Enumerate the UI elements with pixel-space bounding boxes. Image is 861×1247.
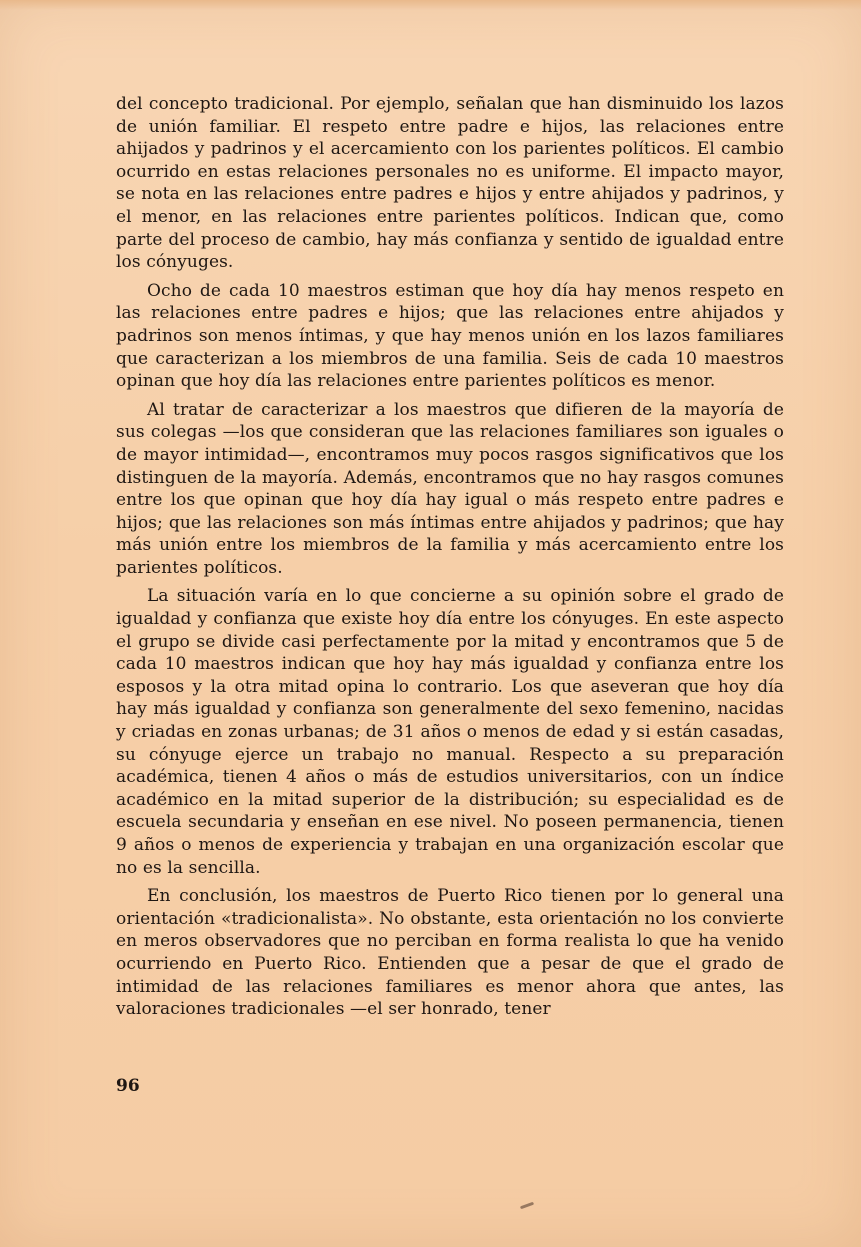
paragraph-3: Al tratar de caracterizar a los maestros que difieren de la mayoría de sus colegas —los que consideran que las relaciones familiares son iguales o de mayor intimidad—, encontramos muy pocos rasgos significativos que los distinguen de la mayoría. Además, encontramos que no hay rasgos comunes entre los que opinan que hoy día hay igual o más respeto entre padres e hijos; que las relaciones son más íntimas entre ahijados y padrinos; que hay más unión entre los miembros de la familia y más acercamiento entre los parientes políticos. (116, 399, 784, 578)
paragraph-1: del concepto tradicional. Por ejemplo, señalan que han disminuido los lazos de unión familiar. El respeto entre padre e hijos, las relaciones entre ahijados y padrinos y el acercamiento con los parientes políticos. El cambio ocurrido en estas relaciones personales no es uniforme. El impacto mayor, se nota en las relaciones entre padres e hijos y entre ahijados y padrinos, y el menor, en las relaciones entre parientes políticos. Indican que, como parte del proceso de cambio, hay más confianza y sentido de igualdad entre los cónyuges. (116, 94, 784, 273)
paragraph-5: En conclusión, los maestros de Puerto Rico tienen por lo general una orientación «tradicionalista». No obstante, esta orientación no los convierte en meros observadores que no perciban en forma realista lo que ha venido ocurriendo en Puerto Rico. Entienden que a pesar de que el grado de intimidad de las relaciones familiares es menor ahora que antes, las valoraciones tradicionales —el ser honrado, tener (116, 886, 784, 1020)
page-edge-shadow (0, 0, 861, 10)
page-number: 96 (116, 1076, 140, 1096)
body-text (116, 93, 784, 1021)
ink-smudge (520, 1202, 534, 1210)
paragraph-4: La situación varía en lo que concierne a su opinión sobre el grado de igualdad y confianza que existe hoy día entre los cónyuges. En este aspecto el grupo se divide casi perfectamente por la mitad y encontramos que 5 de cada 10 maestros indican que hoy hay más igualdad y confianza entre los esposos y la otra mitad opina lo contrario. Los que aseveran que hoy día hay más igualdad y confianza son generalmente del sexo femenino, nacidas y criadas en zonas urbanas; de 31 años o menos de edad y si están casadas, su cónyuge ejerce un trabajo no manual. Respecto a su preparación académica, tienen 4 años o más de estudios universitarios, con un índice académico en la mitad superior de la distribución; su especialidad es de escuela secundaria y enseñan en ese nivel. No poseen permanencia, tienen 9 años o menos de experiencia y trabajan en una organización escolar que no es la sencilla. (116, 586, 784, 878)
paragraph-2: Ocho de cada 10 maestros estiman que hoy día hay menos respeto en las relaciones entre padres e hijos; que las relaciones entre ahijados y padrinos son menos íntimas, y que hay menos unión en los lazos familiares que caracterizan a los miembros de una familia. Seis de cada 10 maestros opinan que hoy día las relaciones entre parientes políticos es menor. (116, 280, 784, 392)
